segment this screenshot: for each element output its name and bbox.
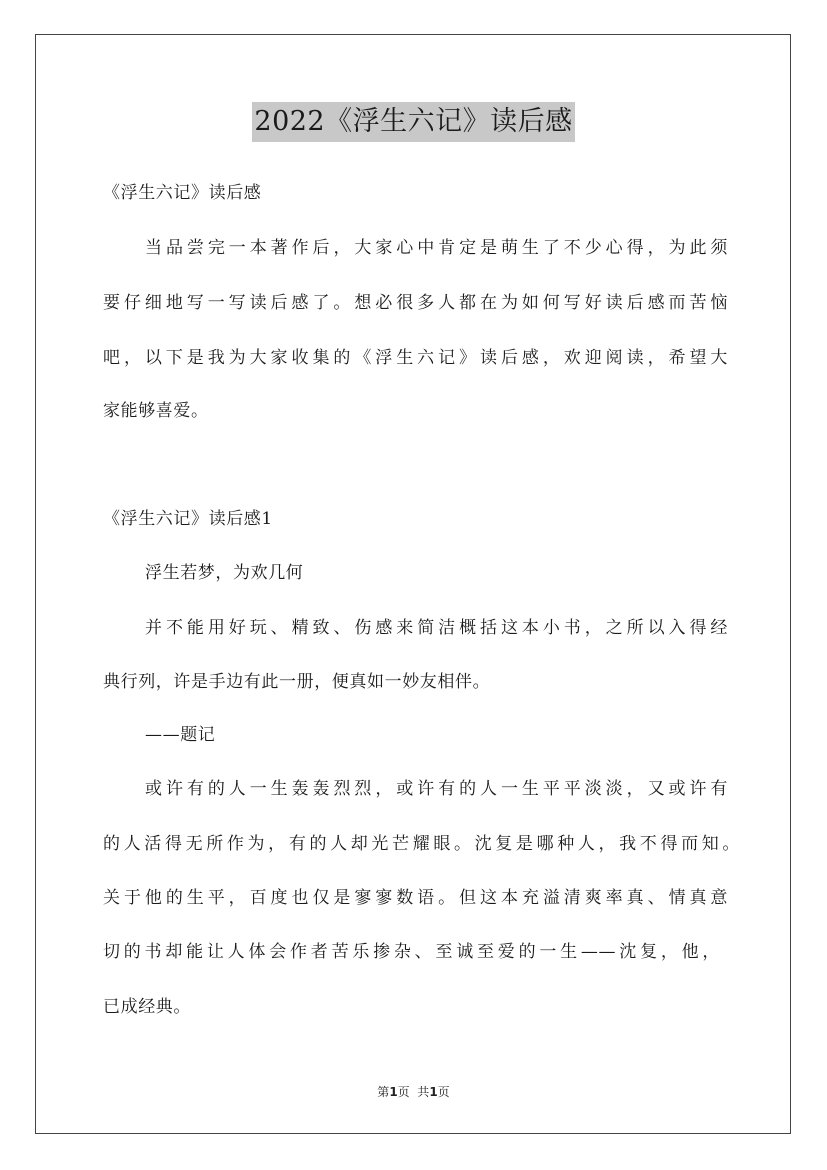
para2-line-4: 切的书却能让人体会作者苦乐掺杂、至诚至爱的一生——沈复，他， xyxy=(103,942,720,962)
intro-line-1: 当品尝完一本著作后，大家心中肯定是萌生了不少心得，为此须 xyxy=(145,238,728,258)
intro-line-3: 吧，以下是我为大家收集的《浮生六记》读后感，欢迎阅读，希望大 xyxy=(103,348,728,368)
intro-line-4: 家能够喜爱。 xyxy=(103,401,209,421)
section-heading: 《浮生六记》读后感1 xyxy=(103,509,273,529)
epigraph: ——题记 xyxy=(145,725,216,745)
para2-line-1: 或许有的人一生轰轰烈烈，或许有的人一生平平淡淡，又或许有 xyxy=(145,779,728,799)
footer-mid: 页 共 xyxy=(397,1085,430,1099)
para2-line-5: 已成经典。 xyxy=(103,997,191,1017)
footer-suffix: 页 xyxy=(437,1085,450,1099)
footer-total-pages: 1 xyxy=(429,1085,438,1099)
para2-line-2: 的人活得无所作为，有的人却光芒耀眼。沈复是哪种人，我不得而知。 xyxy=(103,834,740,854)
page-footer xyxy=(0,1083,827,1101)
para1-line-2: 典行列，许是手边有此一册，便真如一妙友相伴。 xyxy=(103,672,491,692)
section-title: 浮生若梦，为欢几何 xyxy=(145,563,304,583)
intro-line-2: 要仔细地写一写读后感了。想必很多人都在为如何写好读后感而苦恼 xyxy=(103,293,728,313)
document-title: 2022《浮生六记》读后感 xyxy=(252,102,574,142)
para1-line-1: 并不能用好玩、精致、伤感来简洁概括这本小书，之所以入得经 xyxy=(145,618,728,638)
title-container xyxy=(0,102,827,142)
subtitle: 《浮生六记》读后感 xyxy=(103,183,262,203)
footer-prefix: 第 xyxy=(377,1085,390,1099)
footer-current-page: 1 xyxy=(389,1085,398,1099)
para2-line-3: 关于他的生平，百度也仅是寥寥数语。但这本充溢清爽率真、情真意 xyxy=(103,888,728,908)
